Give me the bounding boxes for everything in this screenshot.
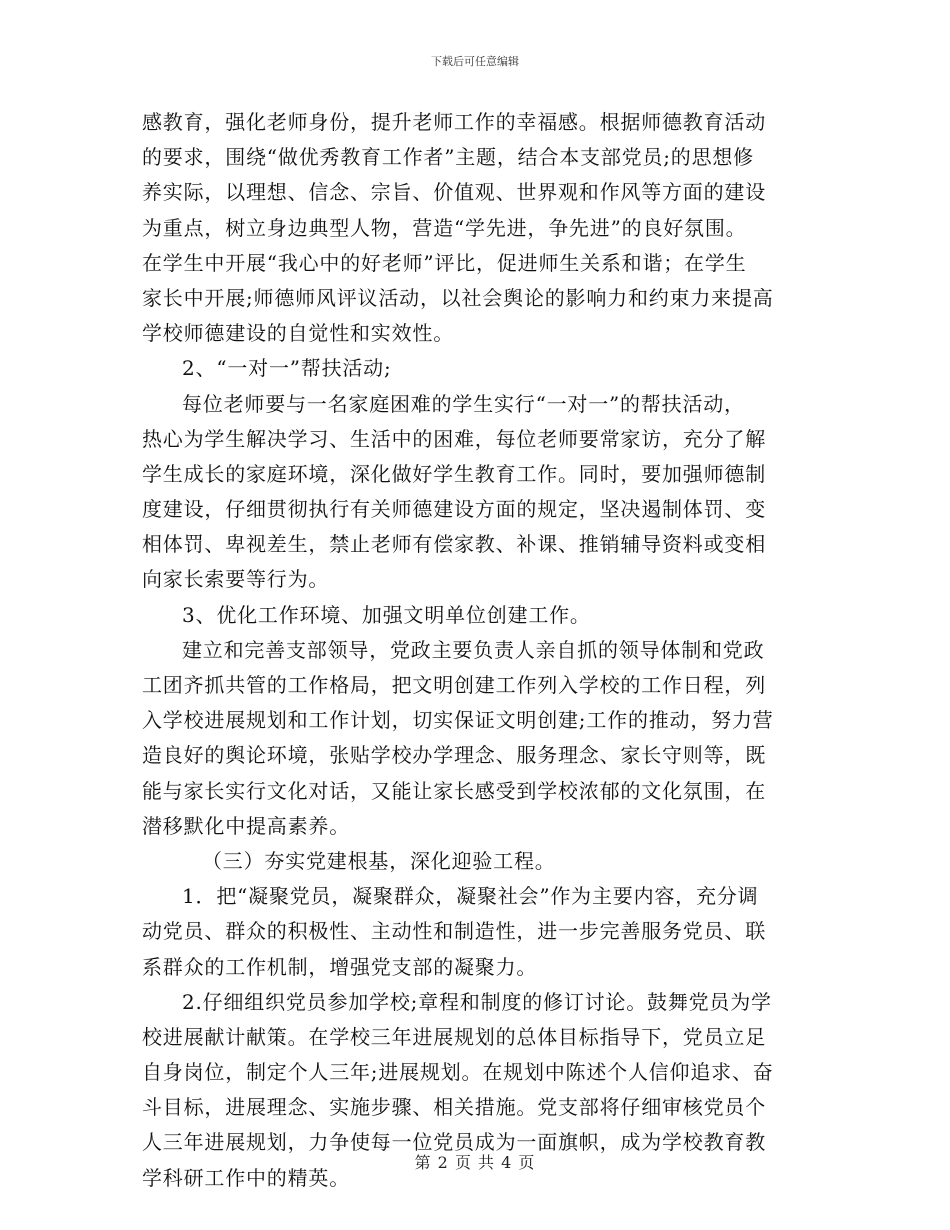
text-line: 养实际，以理想、信念、宗旨、价值观、世界观和作风等方面的建设 xyxy=(142,180,766,205)
text-line: 向家长索要等行为。 xyxy=(142,567,330,592)
text-line: 校进展献计献策。在学校三年进展规划的总体目标指导下，党员立足 xyxy=(142,1024,766,1049)
text-line: 为重点，树立身边典型人物，营造“学先进，争先进”的良好氛围。 xyxy=(142,215,747,240)
paragraph-first-line: 2.仔细组织党员参加学校;章程和制度的修订讨论。鼓舞党员为学 xyxy=(182,989,772,1014)
text-line: 能与家长实行文化对话，又能让家长感受到学校浓郁的文化氛围，在 xyxy=(142,778,766,803)
text-line: 的要求，围绕“做优秀教育工作者”主题，结合本支部党员;的思想修 xyxy=(142,145,754,170)
section-heading: （三）夯实党建根基，深化迎验工程。 xyxy=(202,848,556,873)
text-line: 入学校进展规划和工作计划，切实保证文明创建;工作的推动，努力营 xyxy=(142,708,774,733)
text-line: 人三年进展规划，力争使每一位党员成为一面旗帜，成为学校教育教 xyxy=(142,1130,766,1155)
section-heading: 3、优化工作环境、加强文明单位创建工作。 xyxy=(182,602,591,627)
text-line: 斗目标，进展理念、实施步骤、相关措施。党支部将仔细审核党员个 xyxy=(142,1095,766,1120)
text-line: 潜移默化中提高素养。 xyxy=(142,813,350,838)
text-line: 系群众的工作机制，增强党支部的凝聚力。 xyxy=(142,954,538,979)
text-line: 动党员、群众的积极性、主动性和制造性，进一步完善服务党员、联 xyxy=(142,919,766,944)
paragraph-first-line: 每位老师要与一名家庭困难的学生实行“一对一”的帮扶活动， xyxy=(182,391,745,416)
text-line: 学科研工作中的精英。 xyxy=(142,1165,350,1190)
document-body xyxy=(142,105,810,1196)
text-line: 相体罚、卑视差生，禁止老师有偿家教、补课、推销辅导资料或变相 xyxy=(142,532,766,557)
paragraph-first-line: 1．把“凝聚党员，凝聚群众，凝聚社会”作为主要内容，充分调 xyxy=(182,884,759,909)
page-number-footer: 第 2 页 共 4 页 xyxy=(414,1153,536,1172)
text-line: 学校师德建设的自觉性和实效性。 xyxy=(142,321,454,346)
text-line: 感教育，强化老师身份，提升老师工作的幸福感。根据师德教育活动 xyxy=(142,110,766,134)
paragraph-first-line: 建立和完善支部领导，党政主要负责人亲自抓的领导体制和党政 xyxy=(182,637,765,662)
text-line: 在学生中开展“我心中的好老师”评比，促进师生关系和谐；在学生 xyxy=(142,250,747,275)
text-line: 工团齐抓共管的工作格局，把文明创建工作列入学校的工作日程，列 xyxy=(142,673,766,697)
section-heading: 2、“一对一”帮扶活动; xyxy=(182,356,392,381)
text-line: 热心为学生解决学习、生活中的困难，每位老师要常家访，充分了解 xyxy=(142,426,766,451)
page-header: 下载后可任意编辑 xyxy=(431,55,519,68)
text-line: 自身岗位，制定个人三年;进展规划。在规划中陈述个人信仰追求、奋 xyxy=(142,1060,774,1085)
text-line: 学生成长的家庭环境，深化做好学生教育工作。同时，要加强师德制 xyxy=(142,461,766,486)
text-line: 家长中开展;师德师风评议活动，以社会舆论的影响力和约束力来提高 xyxy=(142,285,774,310)
text-line: 度建设，仔细贯彻执行有关师德建设方面的规定，坚决遏制体罚、变 xyxy=(142,497,766,522)
text-line: 造良好的舆论环境，张贴学校办学理念、服务理念、家长守则等，既 xyxy=(142,743,766,768)
